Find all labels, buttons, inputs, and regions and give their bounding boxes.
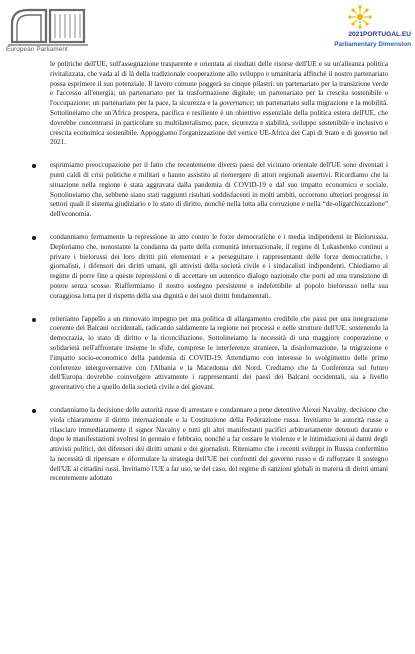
bullet-text: condanniamo fermamente la repressione in atto contro le forze democratiche e i media indipendenti in Bielorussia. Deploriamo che, nonostante la condanna da parte della comunità internazionale, il regime di Lukashenko continui a privare i bielorussi dei loro diritti più elementari e a perseguitare i rappresentanti delle forze democratiche, i giornalisti, i difensori dei diritti umani, gli attivisti della società civile e i sindacalisti indipendenti. Chiediamo al regime di porre fine a queste repressioni e di accettare un autentico dialogo nazionale che porti ad una transizione di potere senza scosse. Riaffermiamo il nostro sostegno persistente e indefettibile al popolo bielorusso nella sua coraggiosa lotta per il rispetto della sua dignità e dei suoi diritti fondamentali.: [50, 232, 388, 300]
presidency-subtitle: Parliamentary Dimension: [334, 41, 411, 48]
bullet-item-western-balkans: [50, 315, 388, 393]
european-parliament-label: European Parliament: [6, 46, 68, 53]
bullet-icon: [32, 409, 36, 413]
bullet-icon: [32, 318, 36, 322]
bullet-text: esprimiamo preoccupazione per il fatto che recentemente diversi paesi del vicinato orientale dell'UE sono diventati i punti caldi di crisi politiche e militari e hanno assistito al riemergere di attori regionali assertivi. Ricordiamo che la situazione nella regione è stata aggravata dalla pandemia di COVID-19 e dal suo impatto economico e sociale. Sottolineiamo che, sebbene siano stati raggiunti risultati soddisfacenti in molti ambiti, occorrono ulteriori progressi in settori quali il sistema giudiziario e lo stato di diritto, nonché nella lotta alla corruzione e nella “de-oligarchizzazione” dell'economia.: [50, 161, 388, 219]
parliament-building-icon: [6, 6, 92, 50]
bullet-item-belarus: [50, 233, 388, 302]
bullet-text: reiteriamo l'appello a un rinnovato impegno per una politica di allargamento credibile che passi per una integrazione coerente dei Balcani occidentali, radicando saldamente la regione nei processi e nelle strutture dell'UE, sostenendo la democrazia, lo stato di diritto e la riconciliazione. Sottolineiamo la necessità di una maggiore cooperazione e solidarietà nell'affrontare insieme le sfide, comprese le interferenze straniere, la disinformazione, la migrazione e l'impatto socio-economico della pandemia di COVID-19. Attendiamo con interesse lo svolgimento delle prime conferenze intergovernative con l'Albania e la Macedonia del Nord. Crediamo che la Conferenza sul futuro dell'Europa dovrebbe coinvolgere attivamente i rappresentanti dei paesi dei Balcani occidentali, sia a livello governativo che a quello della società civile e dei giovani.: [50, 314, 388, 392]
bullet-icon: [32, 236, 36, 240]
european-parliament-logo: [6, 6, 94, 62]
presidency-logo-icon: [340, 4, 380, 32]
document-body: [31, 60, 388, 497]
bullet-item-eastern-neighbourhood: [50, 161, 388, 220]
bullet-icon: [32, 164, 36, 168]
bullet-text: condanniamo la decisione delle autorità russe di arrestare e condannare a pene detentive Alexei Navalny, decisione che viola chiaramente il diritto internazionale e la Costituzione della Federazione russa. Invitiamo le autorità russe a rilasciare immediatamente il signor Navalny e tutti gli altri manifestanti pacifici arbitrariamente detenuti durante e dopo le manifestazioni svoltesi in gennaio e febbraio, nonché a far cessare le violenze e le intimidazioni ai danni degli attivisti politici, dei difensori dei diritti umani e dei giornalisti. Riteniamo che i recenti sviluppi in Russia confermino la necessità di ripensare e riformulare la strategia dell'UE nei confronti del governo russo e di rafforzare il sostegno dell'UE ai cittadini russi. Invitiamo l'UE a far uso, se del caso, del regime di sanzioni globali in materia di diritti umani recentemente adottato: [50, 405, 388, 483]
presidency-title: 2021PORTUGAL.EU: [348, 31, 411, 38]
intro-emphasis: governance: [219, 99, 253, 108]
intro-text-part1: le politiche dell'UE, sull'assegnazione trasparente e orientata ai risultati delle risorse dell'UE e su un'alleanza politica rivitalizzata, che vada al di là della tradizionale cooperazione allo sviluppo e umanitaria affinché il nostro partenariato possa esprimere il suo potenziale. Il lavoro comune poggerà su cinque pilastri: un partenariato per la transizione verde e l'accesso all'energia; un partenariato per la trasformazione digitale; un partenariato per la crescita sostenibile e l'occupazione; un partenariato per la pace, la sicurezza e la: [50, 60, 388, 108]
bullet-item-russia-navalny: [50, 406, 388, 484]
intro-paragraph: [50, 60, 388, 148]
intro-text-part2: ; un partenariato sulla migrazione e la mobilità. Sottolineiamo che un'Africa prospera, pacifica e resiliente è un obiettivo essenziale della politica estera dell'UE, che dovrebbe concentrarsi in particolare su multilateralismo, pace, sicurezza e stabilità, sviluppo sostenibile e inclusivo e crescita economica sostenibile. Appoggiamo l'organizzazione del vertice UE-Africa dei Capi di Stato e di governo nel 2021.: [50, 99, 388, 147]
